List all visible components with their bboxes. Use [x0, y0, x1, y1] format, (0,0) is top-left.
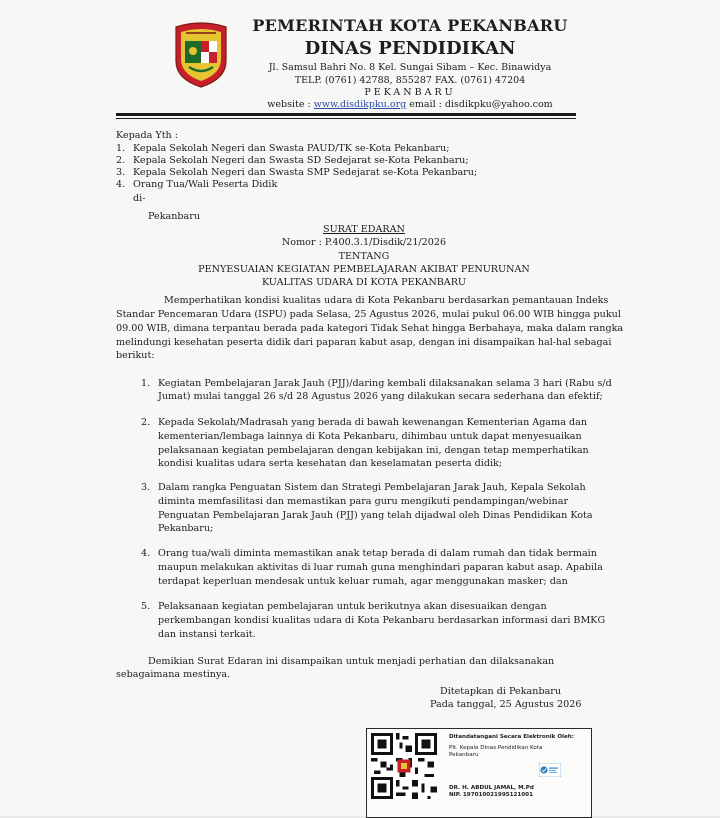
- addressee-di: di-: [133, 193, 146, 204]
- point-line: Kegiatan Pembelajaran Jarak Jauh (PJJ)/daring kembali dilaksanakan selama 3 hari (Rabu s/d: [158, 378, 612, 389]
- point-line: Kepada Sekolah/Madrasah yang berada di bawah kewenangan Kementerian Agama dan: [158, 417, 588, 428]
- intro-line: 09.00 WIB, dimana terpantau berada pada kategori Tidak Sehat hingga Berbahaya, maka dalam rangka: [116, 323, 624, 334]
- letter-type: SURAT EDARAN: [323, 224, 405, 235]
- signer-nip: NIP. 197010021995121001: [449, 792, 533, 798]
- signer-position: Pekanbaru: [449, 752, 479, 758]
- electronic-signature-box: [366, 728, 592, 818]
- closing-line: Demikian Surat Edaran ini disampaikan untuk menjadi perhatian dan dilaksanakan: [148, 656, 555, 667]
- point-number: 4.: [141, 548, 151, 559]
- point-number: 1.: [141, 378, 151, 389]
- point-line: Penguatan Pembelajaran Jarak Jauh (PJJ) yang telah dijadwal oleh Dinas Pendidikan Kota: [158, 510, 593, 521]
- city-crest-icon: [172, 21, 230, 89]
- point-line: dan instansi terkait.: [158, 629, 256, 640]
- letterhead-rule-thin: [116, 118, 576, 119]
- letter-number: Nomor : P.400.3.1/Disdik/21/2026: [281, 237, 447, 248]
- point-line: terdapat keperluan mendesak untuk keluar rumah, agar menggunakan masker; dan: [158, 576, 568, 587]
- point-line: Pelaksanaan kegiatan pembelajaran untuk berikutnya akan disesuaikan dengan: [158, 601, 547, 612]
- point-line: kementerian/lembaga lainnya di Kota Pekanbaru, dihimbau untuk dapat menyesuaikan: [158, 431, 582, 442]
- addressee-place: Pekanbaru: [148, 211, 201, 222]
- point-line: Pekanbaru;: [158, 523, 214, 534]
- office-city: PEKANBARU: [364, 87, 456, 98]
- point-line: Orang tua/wali diminta memastikan anak tetap berada di dalam rumah dan tidak bermain: [158, 548, 597, 559]
- signature-heading: Ditandatangani Secara Elektronik Oleh:: [449, 734, 575, 740]
- point-line: perkembangan kondisi kualitas udara di Kota Pekanbaru berdasarkan informasi dari BMKG: [158, 615, 606, 626]
- point-number: 3.: [141, 482, 151, 493]
- intro-line: berikut:: [116, 350, 155, 361]
- point-line: Dalam rangka Penguatan Sistem dan Strategi Pembelajaran Jarak Jauh, Kepala Sekolah: [158, 482, 586, 493]
- government-name: PEMERINTAH KOTA PEKANBARU: [252, 16, 568, 35]
- contact-line: [232, 99, 588, 110]
- point-number: 5.: [141, 601, 151, 612]
- email-text: email : disdikpku@yahoo.com: [409, 99, 553, 110]
- intro-line: melindungi kesehatan peserta didik dari paparan kabut asap, dengan ini disampaikan hal-hal sebagai: [116, 337, 612, 348]
- addressee-item: Kepala Sekolah Negeri dan Swasta PAUD/TK se-Kota Pekanbaru;: [133, 143, 450, 154]
- bsre-seal-icon: [539, 763, 561, 777]
- intro-line: Standar Pencemaran Udara (ISPU) pada Selasa, 25 Agustus 2026, mulai pukul 06.00 WIB hingga pukul: [116, 309, 621, 320]
- point-line: diminta memfasilitasi dan memastikan para guru mengikuti pendampingan/webinar: [158, 496, 569, 507]
- addressee-item: Kepala Sekolah Negeri dan Swasta SMP Sedejarat se-Kota Pekanbaru;: [133, 167, 478, 178]
- signer-position: Plt. Kepala Dinas Pendidikan Kota: [449, 745, 543, 751]
- addressee-number: 2.: [116, 155, 126, 166]
- website-link[interactable]: www.disdikpku.org: [313, 99, 407, 110]
- point-line: pelaksanaan kegiatan pembelajaran dengan kebijakan ini, dengan tetap memperhatikan: [158, 445, 589, 456]
- issued-place: Ditetapkan di Pekanbaru: [440, 686, 562, 697]
- website-label: website :: [267, 99, 311, 110]
- addressee-number: 3.: [116, 167, 126, 178]
- letter-subject-line: KUALITAS UDARA DI KOTA PEKANBARU: [261, 277, 467, 288]
- issued-date: Pada tanggal, 25 Agustus 2026: [430, 699, 582, 710]
- closing-line: sebagaimana mestinya.: [116, 669, 231, 680]
- point-line: maupun melakukan aktivitas di luar rumah guna menghindari paparan kabut asap. Apabila: [158, 562, 603, 573]
- office-address: Jl. Samsul Bahri No. 8 Kel. Sungai Sibam – Kec. Binawidya: [268, 62, 552, 73]
- intro-line: Memperhatikan kondisi kualitas udara di Kota Pekanbaru berdasarkan pemantauan Indeks: [164, 295, 609, 306]
- addressee-item: Kepala Sekolah Negeri dan Swasta SD Sedejarat se-Kota Pekanbaru;: [133, 155, 469, 166]
- letter-subject-line: PENYESUAIAN KEGIATAN PEMBELAJARAN AKIBAT PENURUNAN: [198, 264, 530, 275]
- addressee-number: 1.: [116, 143, 126, 154]
- addressee-number: 4.: [116, 179, 126, 190]
- department-name: DINAS PENDIDIKAN: [304, 38, 516, 59]
- point-line: kondisi kualitas udara serta kesehatan dan keselamatan peserta didik;: [158, 458, 503, 469]
- point-number: 2.: [141, 417, 151, 428]
- addressee-heading: Kepada Yth :: [116, 130, 179, 141]
- letter-about: TENTANG: [338, 251, 390, 262]
- letterhead-rule-thick: [116, 113, 576, 116]
- office-phone: TELP. (0761) 42788, 855287 FAX. (0761) 47204: [294, 75, 526, 86]
- signer-name: DR. H. ABDUL JAMAL, M.Pd: [449, 785, 534, 791]
- qr-code-icon: [371, 733, 437, 799]
- addressee-item: Orang Tua/Wali Peserta Didik: [133, 179, 278, 190]
- point-line: Jumat) mulai tanggal 26 s/d 28 Agustus 2026 yang dilakukan secara sederhana dan efektif;: [158, 391, 603, 402]
